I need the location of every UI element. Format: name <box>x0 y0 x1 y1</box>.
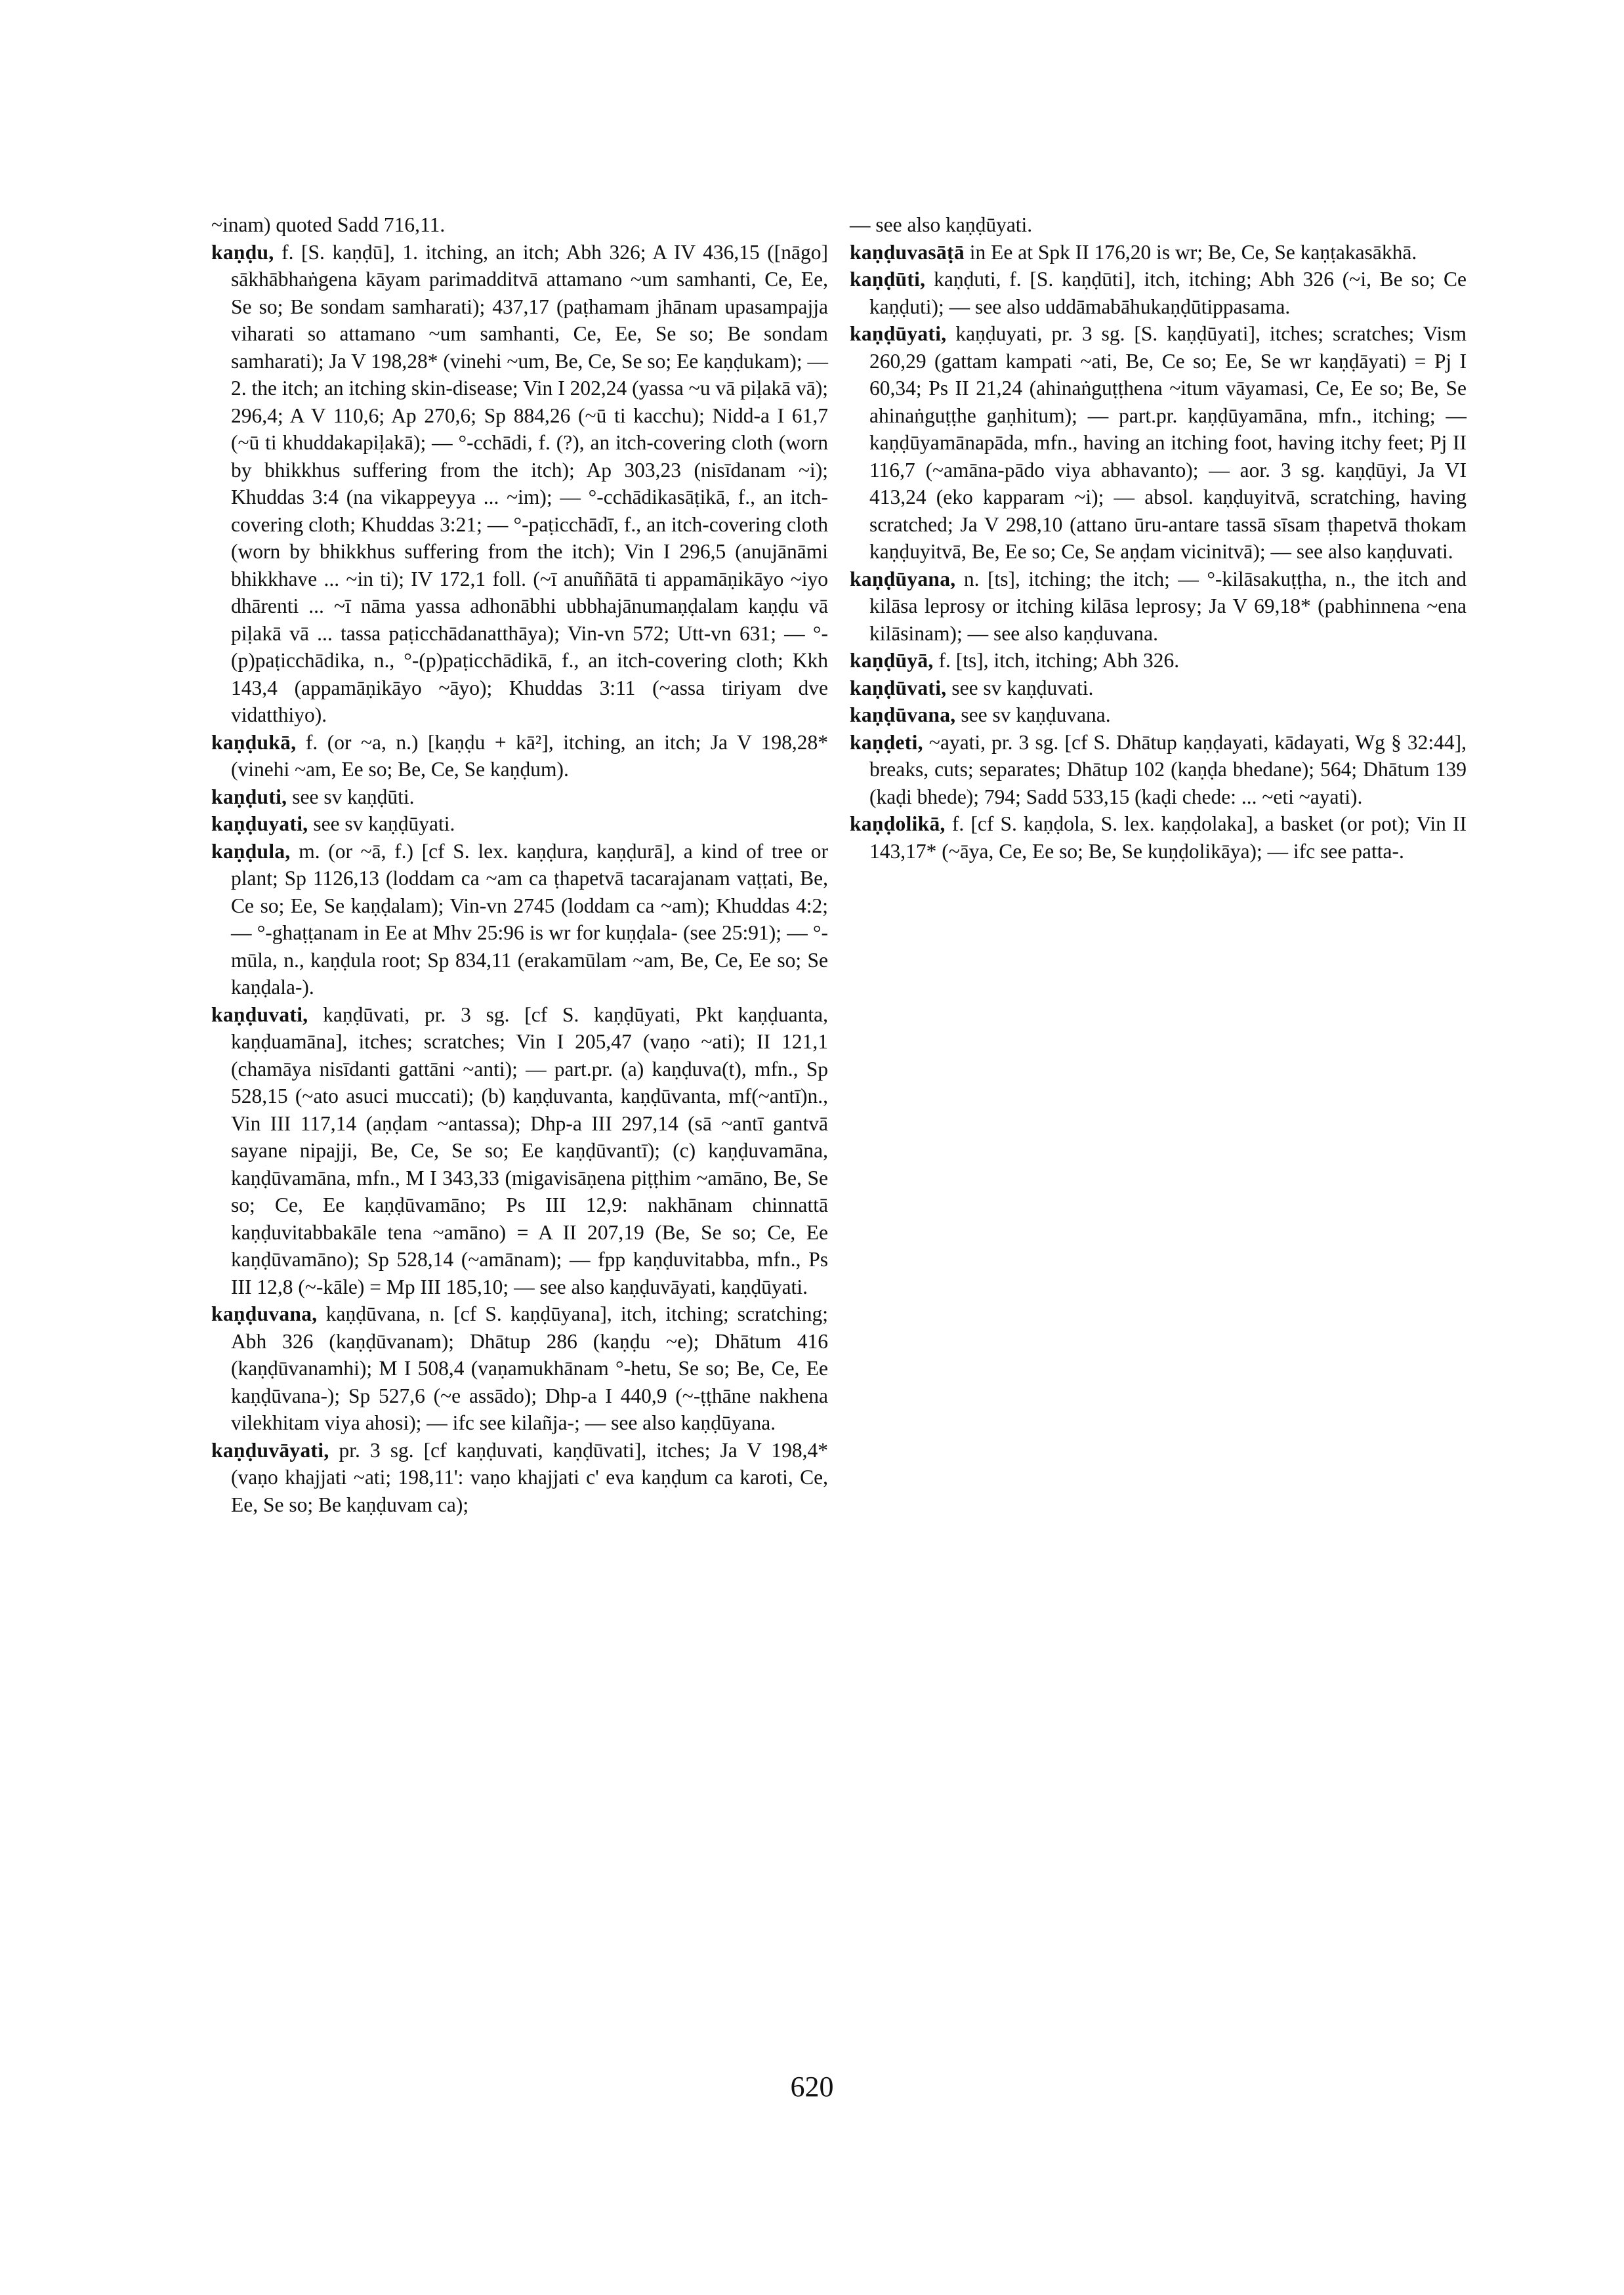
entry-headword: kaṇḍula, <box>211 839 291 863</box>
right-column <box>850 211 1467 865</box>
entry-body: pr. 3 sg. [cf kaṇḍuvati, kaṇḍūvati], itches; Ja V 198,4* (vaṇo khajjati ~ati; 198,11': vaṇo khajjati c' eva kaṇḍum ca karoti, Ce, Ee, Se so; Be kaṇḍuvam ca); <box>231 1438 828 1516</box>
entry-body: — see also kaṇḍūyati. <box>850 213 1033 236</box>
dictionary-entry <box>850 566 1467 648</box>
left-column <box>211 211 828 1518</box>
entry-headword: kaṇḍūyā, <box>850 649 934 672</box>
entry-headword: kaṇḍuti, <box>211 785 287 808</box>
entry-body: f. (or ~a, n.) [kaṇḍu + kā²], itching, an itch; Ja V 198,28* (vinehi ~am, Ee so; Be, Ce, Se kaṇḍum). <box>231 730 828 781</box>
dictionary-entry <box>850 701 1467 729</box>
dictionary-entry <box>211 838 828 1001</box>
entry-body: ~ayati, pr. 3 sg. [cf S. Dhātup kaṇḍayati, kādayati, Wg § 32:44], breaks, cuts; separates; Dhātup 102 (kaṇḍa bhedane); 564; Dhātum 139 (kaḍi bhede); 794; Sadd 533,15 (kaḍi chede: ... ~eti ~ayati). <box>869 730 1467 808</box>
entry-body: in Ee at Spk II 176,20 is wr; Be, Ce, Se kaṇṭakasākhā. <box>964 240 1417 264</box>
entry-body: see sv kaṇḍūyati. <box>308 812 455 835</box>
dictionary-entry <box>211 239 828 729</box>
entry-body: kaṇḍūvana, n. [cf S. kaṇḍūyana], itch, itching; scratching; Abh 326 (kaṇḍūvanam); Dhātup 286 (kaṇḍu ~e); Dhātum 416 (kaṇḍūvanamhi); M I 508,4 (vaṇamukhānam °-hetu, Se so; Be, Ce, Ee kaṇḍūvana-); Sp 527,6 (~e assādo); Dhp-a I 440,9 (~-ṭṭhāne nakhena vilekhitam viya ahosi); — ifc see kilañja-; — see also kaṇḍūyana. <box>231 1302 828 1434</box>
entry-body: ~inam) quoted Sadd 716,11. <box>211 213 446 236</box>
entry-body: kaṇḍūvati, pr. 3 sg. [cf S. kaṇḍūyati, Pkt kaṇḍuanta, kaṇḍuamāna], itches; scratches; Vin I 205,47 (vaṇo ~ati); II 121,1 (chamāya nisīdanti gattāni ~anti); — part.pr. (a) kaṇḍuva(t), mfn., Sp 528,15 (~ato asuci muccati); (b) kaṇḍuvanta, kaṇḍūvanta, mf(~antī)n., Vin III 117,14 (aṇḍam ~antassa); Dhp-a III 297,14 (sā ~antī gantvā sayane nipajji, Be, Ce, Se so; Ee kaṇḍūvantī); (c) kaṇḍuvamāna, kaṇḍūvamāna, mfn., M I 343,33 (migavisāṇena piṭṭhim ~amāno, Be, Se so; Ce, Ee kaṇḍūvamāno; Ps III 12,9: nakhānam chinnattā kaṇḍuvitabbakāle tena ~amāno) = A II 207,19 (Be, Se so; Ce, Ee kaṇḍūvamāno); Sp 528,14 (~amānam); — fpp kaṇḍuvitabba, mfn., Ps III 12,8 (~-kāle) = Mp III 185,10; — see also kaṇḍuvāyati, kaṇḍūyati. <box>231 1003 828 1298</box>
entry-body: f. [ts], itch, itching; Abh 326. <box>933 649 1180 672</box>
entry-headword: kaṇḍuyati, <box>211 812 308 835</box>
entry-body: see sv kaṇḍuvati. <box>946 676 1094 699</box>
dictionary-entry <box>211 729 828 783</box>
entry-headword: kaṇḍukā, <box>211 730 297 754</box>
entry-headword: kaṇḍūyana, <box>850 567 956 590</box>
entry-body: kaṇḍuti, f. [S. kaṇḍūti], itch, itching; Abh 326 (~i, Be so; Ce kaṇḍuti); — see also uddāmabāhukaṇḍūtippasama. <box>869 268 1467 318</box>
dictionary-entry <box>850 320 1467 566</box>
entry-body: see sv kaṇḍūti. <box>287 785 415 808</box>
dictionary-entry <box>211 1300 828 1437</box>
entry-body: kaṇḍuyati, pr. 3 sg. [S. kaṇḍūyati], itches; scratches; Vism 260,29 (gattam kampati ~ati, Be, Ce so; Ee, Se wr kaṇḍāyati) = Pj I 60,34; Ps II 21,24 (ahinaṅguṭṭhena ~itum vāyamasi, Ce, Ee so; Be, Se ahinaṅguṭṭhe gaṇhitum); — part.pr. kaṇḍūyamāna, mfn., itching; — kaṇḍūyamānapāda, mfn., having an itching foot, having itchy feet; Pj II 116,7 (~amāna-pādo viya abhavanto); — aor. 3 sg. kaṇḍūyi, Ja VI 413,24 (eko kapparam ~i); — absol. kaṇḍuyitvā, scratching, having scratched; Ja V 298,10 (attano ūru-antare tassā sīsam ṭhapetvā thokam kaṇḍuyitvā, Be, Ee so; Ce, Se aṇḍam vicinitvā); — see also kaṇḍuvati. <box>869 322 1467 563</box>
dictionary-entry <box>211 810 828 838</box>
dictionary-entry <box>850 674 1467 702</box>
dictionary-entry <box>850 239 1467 266</box>
dictionary-entry <box>211 211 828 239</box>
entry-headword: kaṇḍu, <box>211 240 274 264</box>
entry-body: see sv kaṇḍuvana. <box>955 703 1111 726</box>
entry-headword: kaṇḍūvati, <box>850 676 947 699</box>
entry-body: m. (or ~ā, f.) [cf S. lex. kaṇḍura, kaṇḍurā], a kind of tree or plant; Sp 1126,13 (loddam ca ~am ca ṭhapetvā tacarajanam vaṭṭati, Be, Ce so; Ee, Se kaṇḍalam); Vin-vn 2745 (loddam ca ~am); Khuddas 4:2; — °-ghaṭṭanam in Ee at Mhv 25:96 is wr for kuṇḍala- (see 25:91); — °-mūla, n., kaṇḍula root; Sp 834,11 (erakamūlam ~am, Be, Ce, Ee so; Se kaṇḍala-). <box>231 839 828 999</box>
entry-body: f. [S. kaṇḍū], 1. itching, an itch; Abh 326; A IV 436,15 ([nāgo] sākhābhaṅgena kāyam parimadditvā attamano ~um samhanti, Ce, Ee, Se so; Be sondam samharati); 437,17 (paṭhamam jhānam upasampajja viharati so attamano ~um samhanti, Ce, Ee, Se so; Be sondam samharati); Ja V 198,28* (vinehi ~um, Be, Ce, Se so; Ee kaṇḍukam); — 2. the itch; an itching skin-disease; Vin I 202,24 (yassa ~u vā piḷakā vā); 296,4; A V 110,6; Ap 270,6; Sp 884,26 (~ū ti kacchu); Nidd-a I 61,7 (~ū ti khuddakapiḷakā); — °-cchādi, f. (?), an itch-covering cloth (worn by bhikkhus suffering from the itch); Ap 303,23 (nisīdanam ~i); Khuddas 3:4 (na vikappeyya ... ~im); — °-cchādikasāṭikā, f., an itch-covering cloth; Khuddas 3:21; — °-paṭicchādī, f., an itch-covering cloth (worn by bhikkhus suffering from the itch); Vin I 296,5 (anujānāmi bhikkhave ... ~in ti); IV 172,1 foll. (~ī anuññātā ti appamāṇikāyo ~iyo dhārenti ... ~ī nāma yassa adhonābhi ubbhajānumaṇḍalam kaṇḍu vā piḷakā vā ... tassa paṭicchādanatthāya); Vin-vn 572; Utt-vn 631; — °-(p)paṭicchādika, n., °-(p)paṭicchādikā, f., an itch-covering cloth; Kkh 143,4 (appamāṇikāyo ~āyo); Khuddas 3:11 (~assa tiriyam dve vidatthiyo). <box>231 240 828 726</box>
dictionary-entry <box>211 783 828 811</box>
dictionary-entry <box>211 1001 828 1301</box>
dictionary-entry <box>850 729 1467 811</box>
dictionary-entry <box>850 647 1467 674</box>
dictionary-entry <box>850 810 1467 865</box>
entry-headword: kaṇḍūyati, <box>850 322 947 345</box>
entry-headword: kaṇḍeti, <box>850 730 923 754</box>
dictionary-entry <box>211 1437 828 1519</box>
entry-headword: kaṇḍuvāyati, <box>211 1438 329 1462</box>
entry-headword: kaṇḍuvasāṭā <box>850 240 965 264</box>
entry-headword: kaṇḍolikā, <box>850 812 946 835</box>
dictionary-entry <box>850 211 1467 239</box>
entry-body: f. [cf S. kaṇḍola, S. lex. kaṇḍolaka], a basket (or pot); Vin II 143,17* (~āya, Ce, Ee so; Be, Se kuṇḍolikāya); — ifc see patta-. <box>869 812 1467 863</box>
entry-body: n. [ts], itching; the itch; — °-kilāsakuṭṭha, n., the itch and kilāsa leprosy or itching kilāsa leprosy; Ja V 69,18* (pabhinnena ~ena kilāsinam); — see also kaṇḍuvana. <box>869 567 1467 645</box>
page-number: 620 <box>790 2071 834 2103</box>
entry-headword: kaṇḍūti, <box>850 268 926 291</box>
dictionary-entry <box>850 266 1467 320</box>
entry-headword: kaṇḍūvana, <box>850 703 956 726</box>
entry-headword: kaṇḍuvati, <box>211 1003 308 1026</box>
entry-headword: kaṇḍuvana, <box>211 1302 318 1325</box>
